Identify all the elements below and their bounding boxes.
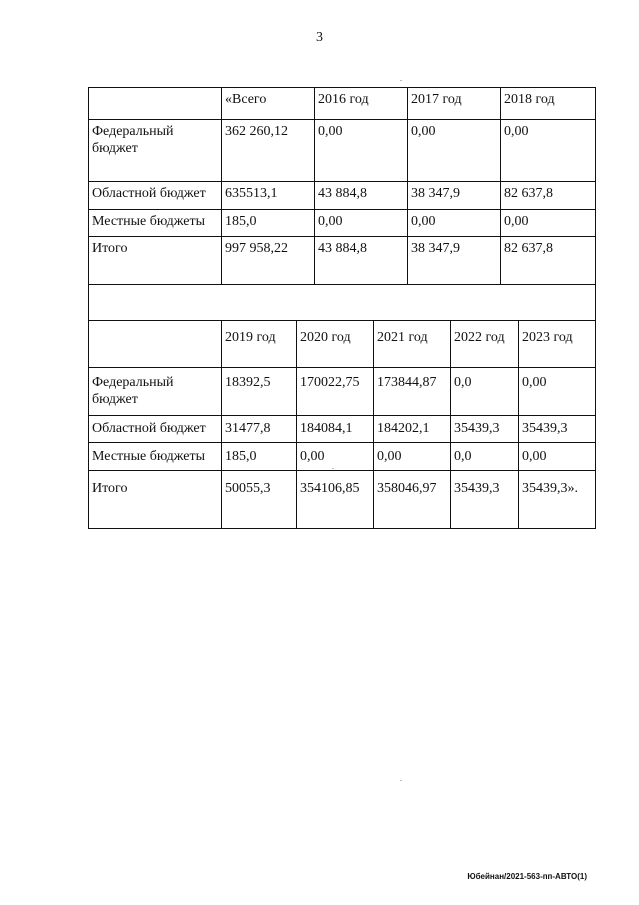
table-row — [89, 416, 596, 443]
table-row — [89, 368, 596, 416]
table-cell: 0,0 — [451, 443, 519, 471]
document-footer-code: Юбейнан/2021-563-пп-АВТО(1) — [467, 872, 587, 881]
table-cell: 173844,87 — [374, 368, 451, 416]
table-row — [89, 237, 596, 285]
row-label: Областной бюджет — [89, 182, 222, 210]
table-row — [89, 182, 596, 210]
header-cell-total: «Всего — [222, 88, 315, 120]
table-cell: 0,00 — [501, 210, 596, 237]
table-cell: 170022,75 — [297, 368, 374, 416]
budget-table-2019-2023 — [88, 320, 596, 529]
row-label: Федеральный бюджет — [89, 120, 222, 182]
table-cell: 38 347,9 — [408, 237, 501, 285]
table-cell: 35439,3 — [519, 416, 596, 443]
row-label: Итого — [89, 471, 222, 529]
table-cell: 0,0 — [451, 368, 519, 416]
table-cell: 635513,1 — [222, 182, 315, 210]
header-cell-2023: 2023 год — [519, 321, 596, 368]
scan-speck — [400, 80, 402, 81]
table-row — [89, 471, 596, 529]
header-cell-2022: 2022 год — [451, 321, 519, 368]
table-row — [89, 443, 596, 471]
table-cell: 0,00 — [297, 443, 374, 471]
header-cell-2019: 2019 год — [222, 321, 297, 368]
table-cell: 185,0 — [222, 210, 315, 237]
table-cell: 0,00 — [374, 443, 451, 471]
table-cell: 0,00 — [408, 120, 501, 182]
table-cell: 43 884,8 — [315, 182, 408, 210]
table-cell: 50055,3 — [222, 471, 297, 529]
table-cell: 362 260,12 — [222, 120, 315, 182]
table-cell: 35439,3 — [451, 471, 519, 529]
budget-table-2016-2018 — [88, 87, 596, 321]
table-header-row — [89, 88, 596, 120]
page-number: 3 — [316, 30, 323, 45]
table-row — [89, 210, 596, 237]
header-cell-2017: 2017 год — [408, 88, 501, 120]
table-cell: 82 637,8 — [501, 182, 596, 210]
table-cell: 358046,97 — [374, 471, 451, 529]
row-label: Федеральный бюджет — [89, 368, 222, 416]
scan-speck — [332, 468, 334, 469]
table-cell: 18392,5 — [222, 368, 297, 416]
table-cell: 0,00 — [519, 443, 596, 471]
scan-speck — [400, 780, 402, 781]
spacer-row — [89, 285, 596, 321]
header-cell-2021: 2021 год — [374, 321, 451, 368]
table-cell: 31477,8 — [222, 416, 297, 443]
table-cell: 0,00 — [315, 120, 408, 182]
table-cell: 35439,3». — [519, 471, 596, 529]
header-cell-2020: 2020 год — [297, 321, 374, 368]
table-row — [89, 120, 596, 182]
row-label: Итого — [89, 237, 222, 285]
header-cell-2018: 2018 год — [501, 88, 596, 120]
table-cell: 0,00 — [501, 120, 596, 182]
row-label: Местные бюджеты — [89, 210, 222, 237]
empty-spacer-cell — [89, 285, 596, 321]
table-cell: 82 637,8 — [501, 237, 596, 285]
table-cell: 184202,1 — [374, 416, 451, 443]
header-cell-empty — [89, 321, 222, 368]
table-cell: 38 347,9 — [408, 182, 501, 210]
table-cell: 35439,3 — [451, 416, 519, 443]
table-cell: 0,00 — [315, 210, 408, 237]
table-cell: 185,0 — [222, 443, 297, 471]
row-label: Областной бюджет — [89, 416, 222, 443]
row-label: Местные бюджеты — [89, 443, 222, 471]
table-cell: 0,00 — [519, 368, 596, 416]
table-cell: 43 884,8 — [315, 237, 408, 285]
table-header-row — [89, 321, 596, 368]
table-cell: 354106,85 — [297, 471, 374, 529]
table-cell: 184084,1 — [297, 416, 374, 443]
header-cell-2016: 2016 год — [315, 88, 408, 120]
table-cell: 0,00 — [408, 210, 501, 237]
header-cell-empty — [89, 88, 222, 120]
table-cell: 997 958,22 — [222, 237, 315, 285]
